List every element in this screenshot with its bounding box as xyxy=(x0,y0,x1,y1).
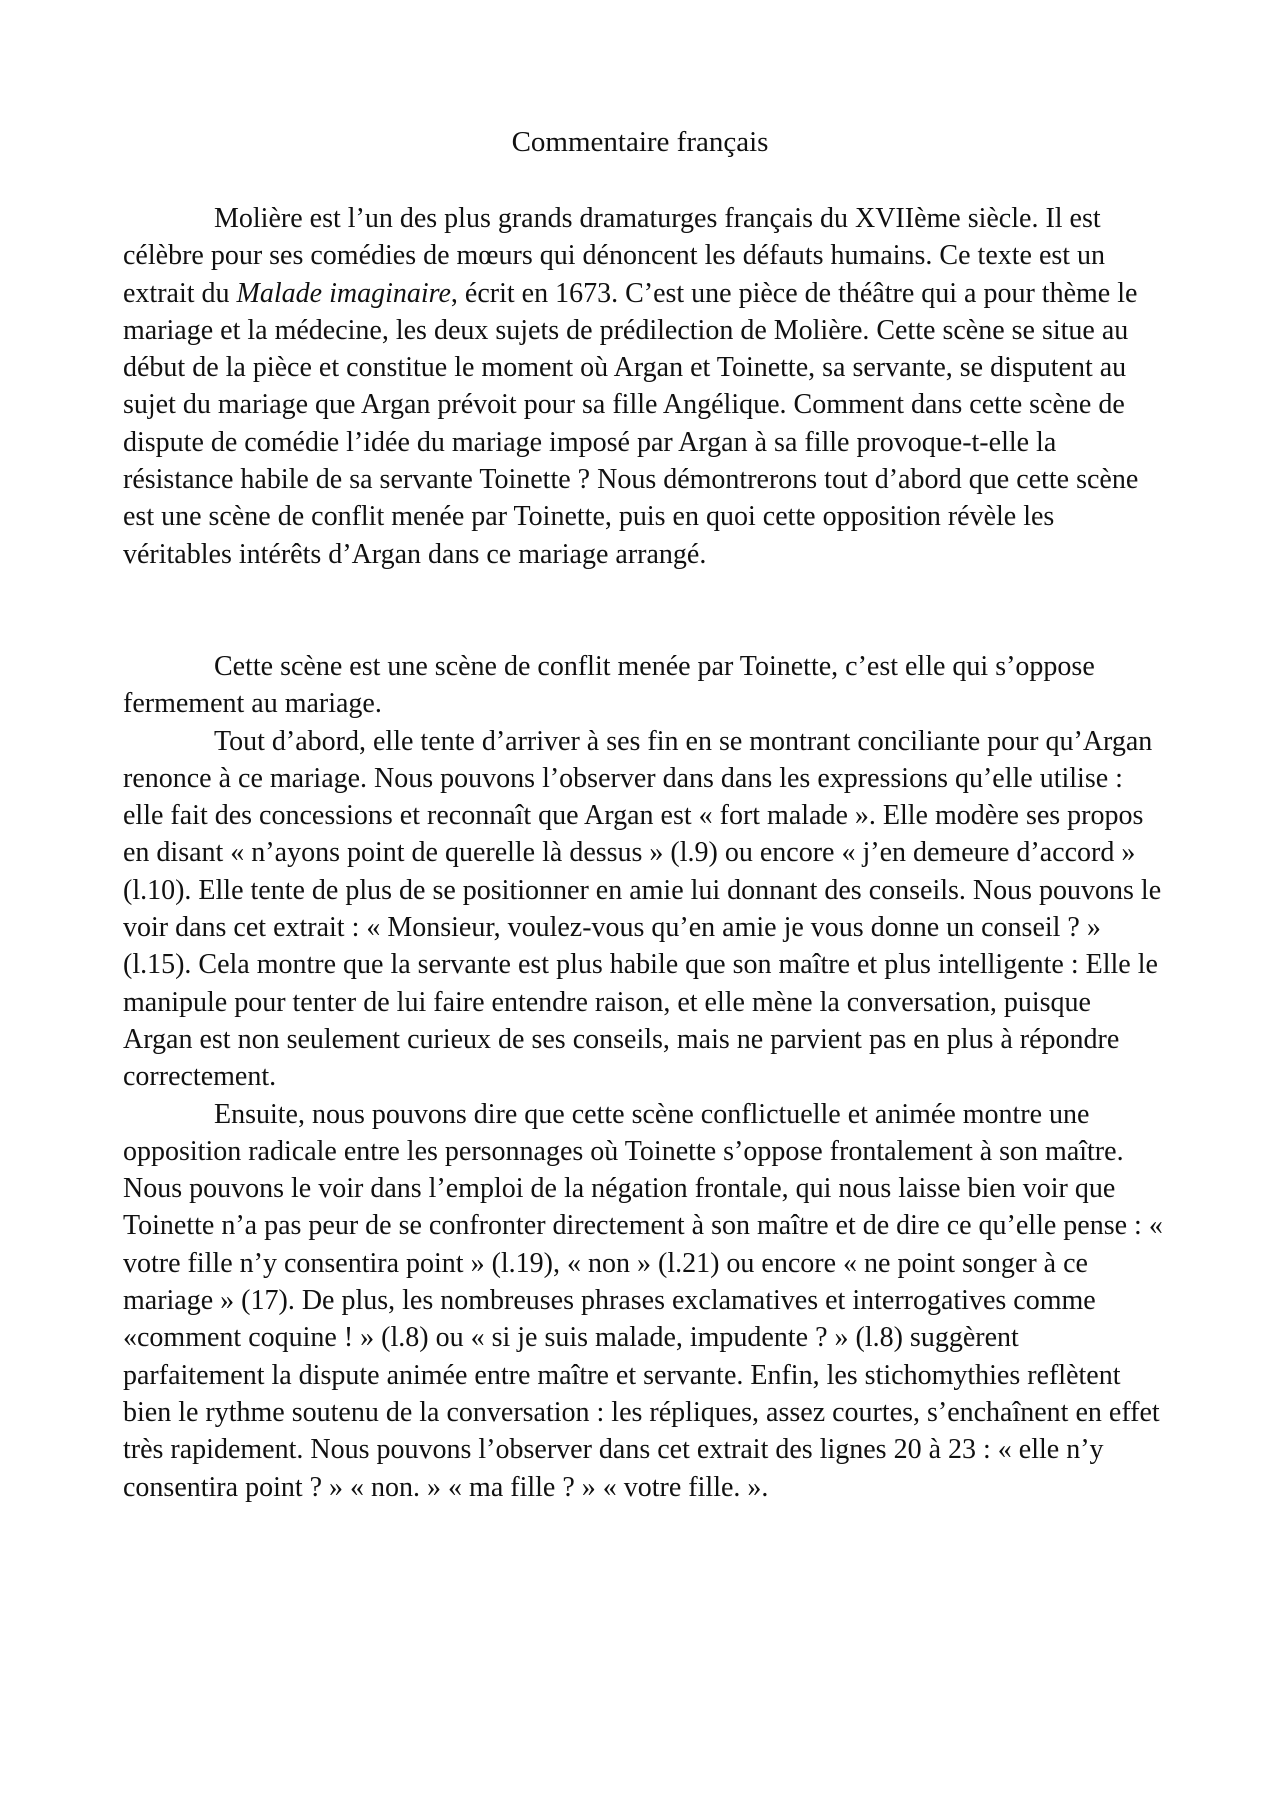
intro-paragraph xyxy=(123,200,1163,573)
analysis-paragraph-2: Ensuite, nous pouvons dire que cette scène conflictuelle et animée montre une opposition radicale entre les personnages où Toinette s’oppose frontalement à son maître. Nous pouvons le voir dans l’emploi de la négation frontale, qui nous laisse bien voir que Toinette n’a pas peur de se confronter directement à son maître et de dire ce qu’elle pense : « votre fille n’y consentira point » (l.19), « non » (l.21) ou encore « ne point songer à ce mariage » (17). De plus, les nombreuses phrases exclamatives et interrogatives comme «comment coquine ! » (l.8) ou « si je suis malade, impudente ? » (l.8) suggèrent parfaitement la dispute animée entre maître et servante. Enfin, les stichomythies reflètent bien le rythme soutenu de la conversation : les répliques, assez courtes, s’enchaînent en effet très rapidement. Nous pouvons l’observer dans cet extrait des lignes 20 à 23 : « elle n’y consentira point ? » « non. » « ma fille ? » « votre fille. ». xyxy=(123,1098,1163,1503)
intro-italic-title: Malade imaginaire xyxy=(236,277,451,309)
document-body xyxy=(123,200,1163,1506)
intro-text-part1: Molière est l’un des plus grands dramaturges français du XVIIème siècle. Il est célèbre pour ses comédies de mœurs qui dénoncent les défauts humains. Ce texte est un extrait du xyxy=(123,203,1106,309)
analysis-paragraph-1: Tout d’abord, elle tente d’arriver à ses fin en se montrant conciliante pour qu’Argan renonce à ce mariage. Nous pouvons l’observer dans dans les expressions qu’elle utilise : elle fait des concessions et reconnaît que Argan est « fort malade ». Elle modère ses propos en disant « n’ayons point de querelle là dessus » (l.9) ou encore « j’en demeure d’accord » (l.10). Elle tente de plus de se positionner en amie lui donnant des conseils. Nous pouvons le voir dans cet extrait : « Monsieur, voulez-vous qu’en amie je vous donne un conseil ? » (l.15). Cela montre que la servante est plus habile que son maître et plus intelligente : Elle le manipule pour tenter de lui faire entendre raison, et elle mène la conversation, puisque Argan est non seulement curieux de ses conseils, mais ne parvient pas en plus à répondre correctement. xyxy=(123,725,1162,1093)
section-heading-paragraph: Cette scène est une scène de conflit menée par Toinette, c’est elle qui s’oppose fermement au mariage. xyxy=(123,650,1095,720)
section-spacer xyxy=(123,573,1163,648)
intro-text-part2: , écrit en 1673. C’est une pièce de théâtre qui a pour thème le mariage et la médecine, les deux sujets de prédilection de Molière. Cette scène se situe au début de la pièce et constitue le moment où Argan et Toinette, sa servante, se disputent au sujet du mariage que Argan prévoit pour sa fille Angélique. Comment dans cette scène de dispute de comédie l’idée du mariage imposé par Argan à sa fille provoque-t-elle la résistance habile de sa servante Toinette ? Nous démontrerons tout d’abord que cette scène est une scène de conflit menée par Toinette, puis en quoi cette opposition révèle les véritables intérêts d’Argan dans ce mariage arrangé. xyxy=(123,277,1139,570)
page-title: Commentaire français xyxy=(511,126,769,158)
